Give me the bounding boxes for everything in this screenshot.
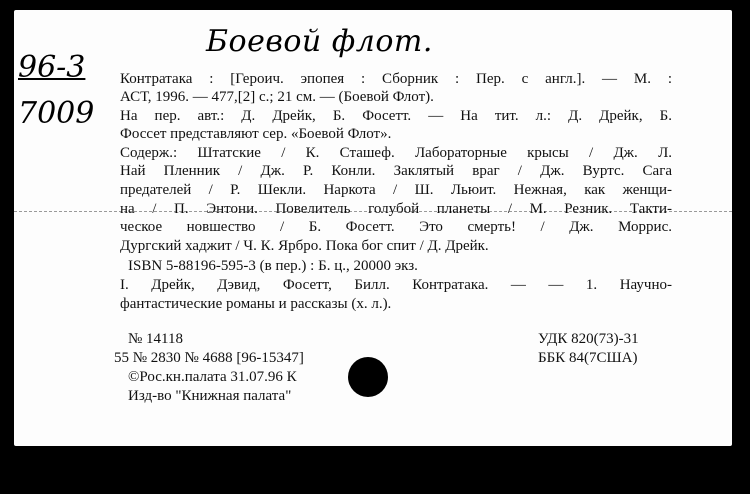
handwritten-code-bottom: 7009 [18, 96, 95, 131]
record-line-13: фантастические романы и рассказы (х. л.). [120, 296, 392, 312]
record-line-3: На пер. авт.: Д. Дрейк, Б. Фосетт. — На тит. л.: Д. Дрейк, Б. [120, 108, 672, 124]
isbn-line: ISBN 5-88196-595-3 (в пер.) : Б. ц., 20000 экз. [128, 258, 418, 274]
record-line-12: I. Дрейк, Дэвид, Фосетт, Билл. Контратака. — — 1. Научно- [120, 277, 672, 293]
record-line-1: Контратака : [Героич. эпопея : Сборник : Пер. с англ.]. — М. : [120, 71, 672, 87]
book-chamber-line: ©Рос.кн.палата 31.07.96 К [128, 369, 297, 385]
bbk-code: ББК 84(7США) [538, 350, 638, 366]
record-line-2: АСТ, 1996. — 477,[2] с.; 21 см. — (Боевой Флот). [120, 89, 434, 105]
record-line-6: Най Пленник / Дж. Р. Конли. Заклятый враг / Дж. Вуртс. Сага [120, 163, 672, 179]
record-line-5: Содерж.: Штатские / К. Сташеф. Лабораторные крысы / Дж. Л. [120, 145, 672, 161]
card-number: № 14118 [128, 331, 184, 347]
record-line-4: Фоссет представляют сер. «Боевой Флот». [120, 126, 392, 142]
catalog-card [14, 10, 732, 446]
udk-code: УДК 820(73)-31 [538, 331, 639, 347]
record-line-10: Дургский хаджит / Ч. К. Ярбро. Пока бог спит / Д. Дрейк. [120, 238, 489, 254]
punch-hole [348, 357, 388, 397]
handwritten-code-top: 96-3 [18, 50, 86, 85]
record-line-7: предателей / Р. Шекли. Наркота / Ш. Льюит. Нежная, как женщи- [120, 182, 672, 198]
publisher-line: Изд-во "Книжная палата" [128, 388, 292, 404]
record-line-9: ческое новшество / Б. Фосетт. Это смерть! / Дж. Моррис. [120, 219, 672, 235]
record-line-8: на / П. Энтони. Повелитель голубой планеты / М. Резник. Такти- [120, 201, 672, 217]
card-code-line: 55 № 2830 № 4688 [96-15347] [114, 350, 304, 366]
handwritten-series-title: Боевой флот. [206, 24, 433, 59]
